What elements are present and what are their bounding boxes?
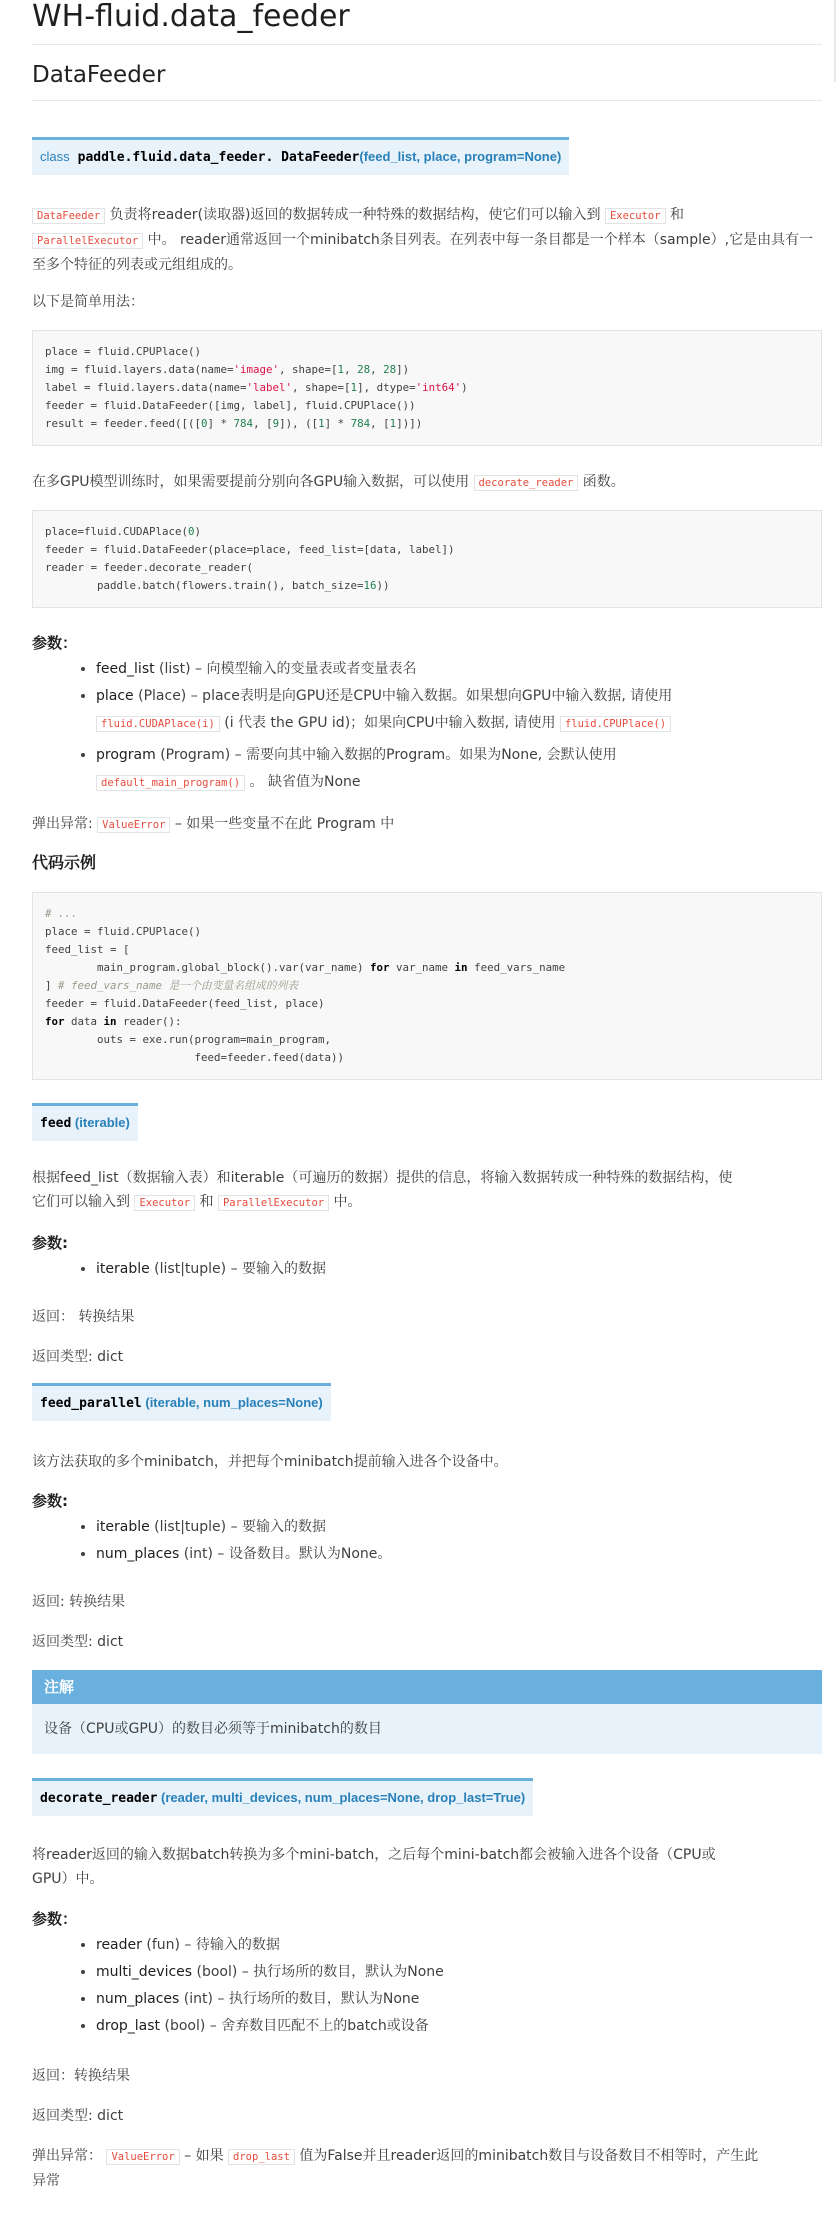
method-params: (iterable, num_places=None) [141,1395,323,1410]
feed-parallel-rtype: 返回类型: dict [32,1634,124,1650]
decorate-reader-params-label: 参数： [32,1910,78,1928]
param-name: iterable [96,1261,150,1277]
param-type: (int) [179,1546,213,1562]
feed-rtype: 返回类型: dict [32,1349,124,1365]
param-desc: – 向模型输入的变量表或者变量表名 [190,661,417,677]
raises-desc-2: 值为False并且reader返回的minibatch数目与设备数目不相等时，产生此 [294,2148,759,2164]
code-valueerror: ValueError [106,2149,179,2165]
code-block-usage: place = fluid.CPUPlace() img = fluid.layers.data(name='image', shape=[1, 28, 28]) label = fluid.layers.data(name='label', shape=[1], dtype='int64') feeder = fluid.DataFeeder([img, label], fluid.CPUPlace()) result = feeder.feed([([0] * 784, [9]), ([1] * 784, [1])]) [32,330,822,446]
multi-gpu-text-2: 函数。 [578,474,625,490]
method-name: feed [40,1116,72,1131]
note-title: 注解 [32,1670,822,1704]
feed-parallel-params-label: 参数: [32,1492,68,1510]
raises-desc-1: – 如果 [179,2148,229,2164]
param-desc: – 待输入的数据 [179,1937,280,1953]
param-name: drop_last [96,2018,161,2034]
feed-desc [32,1166,822,1215]
decorate-reader-desc [32,1843,822,1891]
param-desc: – 设备数目。默认为None。 [212,1546,392,1562]
param-desc: – place表明是向GPU还是CPU中输入数据。如果想向GPU中输入数据, 请使用 [186,688,673,704]
method-signature-feed-parallel [32,1383,331,1421]
code-parallelexecutor: ParallelExecutor [218,1195,329,1211]
code-parallelexecutor: ParallelExecutor [32,233,143,249]
code-executor: Executor [605,208,666,224]
param-desc: – 执行场所的数目，默认为None [237,1964,444,1980]
param-name: iterable [96,1519,150,1535]
feed-desc-3: 和 [195,1194,218,1210]
note-box [32,1670,822,1754]
param-name: num_places [96,1546,180,1562]
code-executor: Executor [134,1195,195,1211]
param-desc: – 执行场所的数目，默认为None [212,1991,420,2007]
decorate-reader-raises [32,2144,822,2193]
param-type: (Place) [133,688,187,704]
param-desc: – 舍弃数目匹配不上的batch或设备 [205,2018,429,2034]
param-name: program [96,747,156,763]
class-name: paddle.fluid.data_feeder. DataFeeder [77,150,360,165]
code-datafeeder: DataFeeder [32,208,105,224]
param-feed-list [96,656,822,683]
feed-parallel-desc: 该方法获取的多个minibatch，并把每个minibatch提前输入进各个设备中。 [32,1454,508,1470]
raises-label: 弹出异常： [32,2148,107,2164]
method-signature-decorate-reader [32,1778,533,1816]
param-type: (list|tuple) [149,1261,227,1277]
param-desc: – 要输入的数据 [226,1261,327,1277]
decorate-reader-rtype: 返回类型: dict [32,2108,124,2124]
param-multi-devices [96,1959,822,1986]
param-program [96,742,822,797]
code-block-multi-gpu: place=fluid.CUDAPlace(0) feeder = fluid.DataFeeder(place=place, feed_list=[data, label]) reader = feeder.decorate_reader( paddle.batch(flowers.train(), batch_size=16)) [32,510,822,608]
usage-text: 以下是简单用法： [32,294,144,310]
note-body: 设备（CPU或GPU）的数目必须等于minibatch的数目 [44,1721,382,1737]
param-iterable [96,1514,822,1541]
feed-params-list [32,1256,822,1283]
code-block-example: # ... place = fluid.CPUPlace() feed_list = [ main_program.global_block().var(var_name) for var_name in feed_vars_name ] # feed_vars_name 是一个由变量名组成的列表 feeder = fluid.DataFeeder(feed_list, place) for data in reader(): outs = exe.run(program=main_program, feed=feeder.feed(data)) [32,892,822,1080]
param-name: feed_list [96,661,155,677]
param-desc: – 要输入的数据 [226,1519,327,1535]
example-label: 代码示例 [32,853,97,872]
feed-desc-1: 根据feed_list（数据输入表）和iterable（可遍历的数据）提供的信息，将输入数据转成一种特殊的数据结构，使 [32,1170,733,1186]
param-type: (int) [179,1991,213,2007]
decorate-reader-desc-2: GPU）中。 [32,1871,104,1887]
params-list [32,656,822,797]
param-type: (list) [154,661,191,677]
param-name: multi_devices [96,1964,193,1980]
code-cudaplace: fluid.CUDAPlace(i) [96,716,220,732]
multi-gpu-text-1: 在多GPU模型训练时，如果需要提前分别向各GPU输入数据，可以使用 [32,474,474,490]
intro-text-1: 负责将reader(读取器)返回的数据转成一种特殊的数据结构，使它们可以输入到 [105,207,605,223]
param-num-places [96,1541,822,1568]
intro-paragraph [32,203,822,277]
param-iterable [96,1256,822,1283]
code-valueerror: ValueError [97,817,170,833]
code-default-main-program: default_main_program() [96,775,245,791]
method-signature-feed [32,1103,138,1141]
feed-parallel-params-list [32,1514,822,1568]
feed-desc-4: 中。 [329,1194,362,1210]
code-cpuplace: fluid.CPUPlace() [560,716,671,732]
raises-desc-3: 异常 [32,2173,60,2189]
method-name: decorate_reader [40,1791,158,1806]
page-title: WH-fluid.data_feeder [32,0,822,45]
param-type: (bool) [160,2018,206,2034]
param-place [96,683,822,738]
param-num-places [96,1986,822,2013]
param-reader [96,1932,822,1959]
param-drop-last [96,2013,822,2040]
intro-text-2: 和 [665,207,684,223]
class-params: (feed_list, place, program=None) [359,149,562,164]
raises-text [32,812,822,837]
method-params: (reader, multi_devices, num_places=None, drop_last=True) [157,1790,526,1805]
code-drop-last: drop_last [228,2149,295,2165]
class-signature [32,137,569,175]
code-decorate-reader: decorate_reader [474,475,579,491]
param-type: (list|tuple) [149,1519,227,1535]
method-name: feed_parallel [40,1396,142,1411]
method-params: (iterable) [71,1115,130,1130]
feed-returns: 返回： 转换结果 [32,1309,135,1325]
raises-label: 弹出异常: [32,816,98,832]
multi-gpu-text [32,470,822,495]
feed-params-label: 参数: [32,1234,68,1252]
section-heading: DataFeeder [32,60,822,101]
params-label: 参数： [32,634,78,652]
param-desc-cont: 。 缺省值为None [245,774,361,790]
decorate-reader-desc-1: 将reader返回的输入数据batch转换为多个mini-batch，之后每个mini-batch都会被输入进各个设备（CPU或 [32,1847,716,1863]
param-desc: – 需要向其中输入数据的Program。如果为None, 会默认使用 [230,747,617,763]
param-desc-cont: (i 代表 the GPU id)；如果向CPU中输入数据, 请使用 [219,715,560,731]
param-name: reader [96,1937,142,1953]
param-name: num_places [96,1991,180,2007]
feed-parallel-returns: 返回: 转换结果 [32,1594,126,1610]
decorate-reader-returns: 返回：转换结果 [32,2068,130,2084]
param-name: place [96,688,134,704]
intro-text-3: 中。 reader通常返回一个minibatch条目列表。在列表中每一条目都是一个样本（sample）,它是由具有一至多个特征的列表或元组组成的。 [32,232,814,273]
param-type: (fun) [141,1937,180,1953]
raises-desc: – 如果一些变量不在此 Program 中 [170,816,395,832]
decorate-reader-params-list [32,1932,822,2040]
param-type: (Program) [155,747,231,763]
class-keyword: class [40,149,70,164]
feed-desc-2: 它们可以输入到 [32,1194,135,1210]
param-type: (bool) [192,1964,238,1980]
